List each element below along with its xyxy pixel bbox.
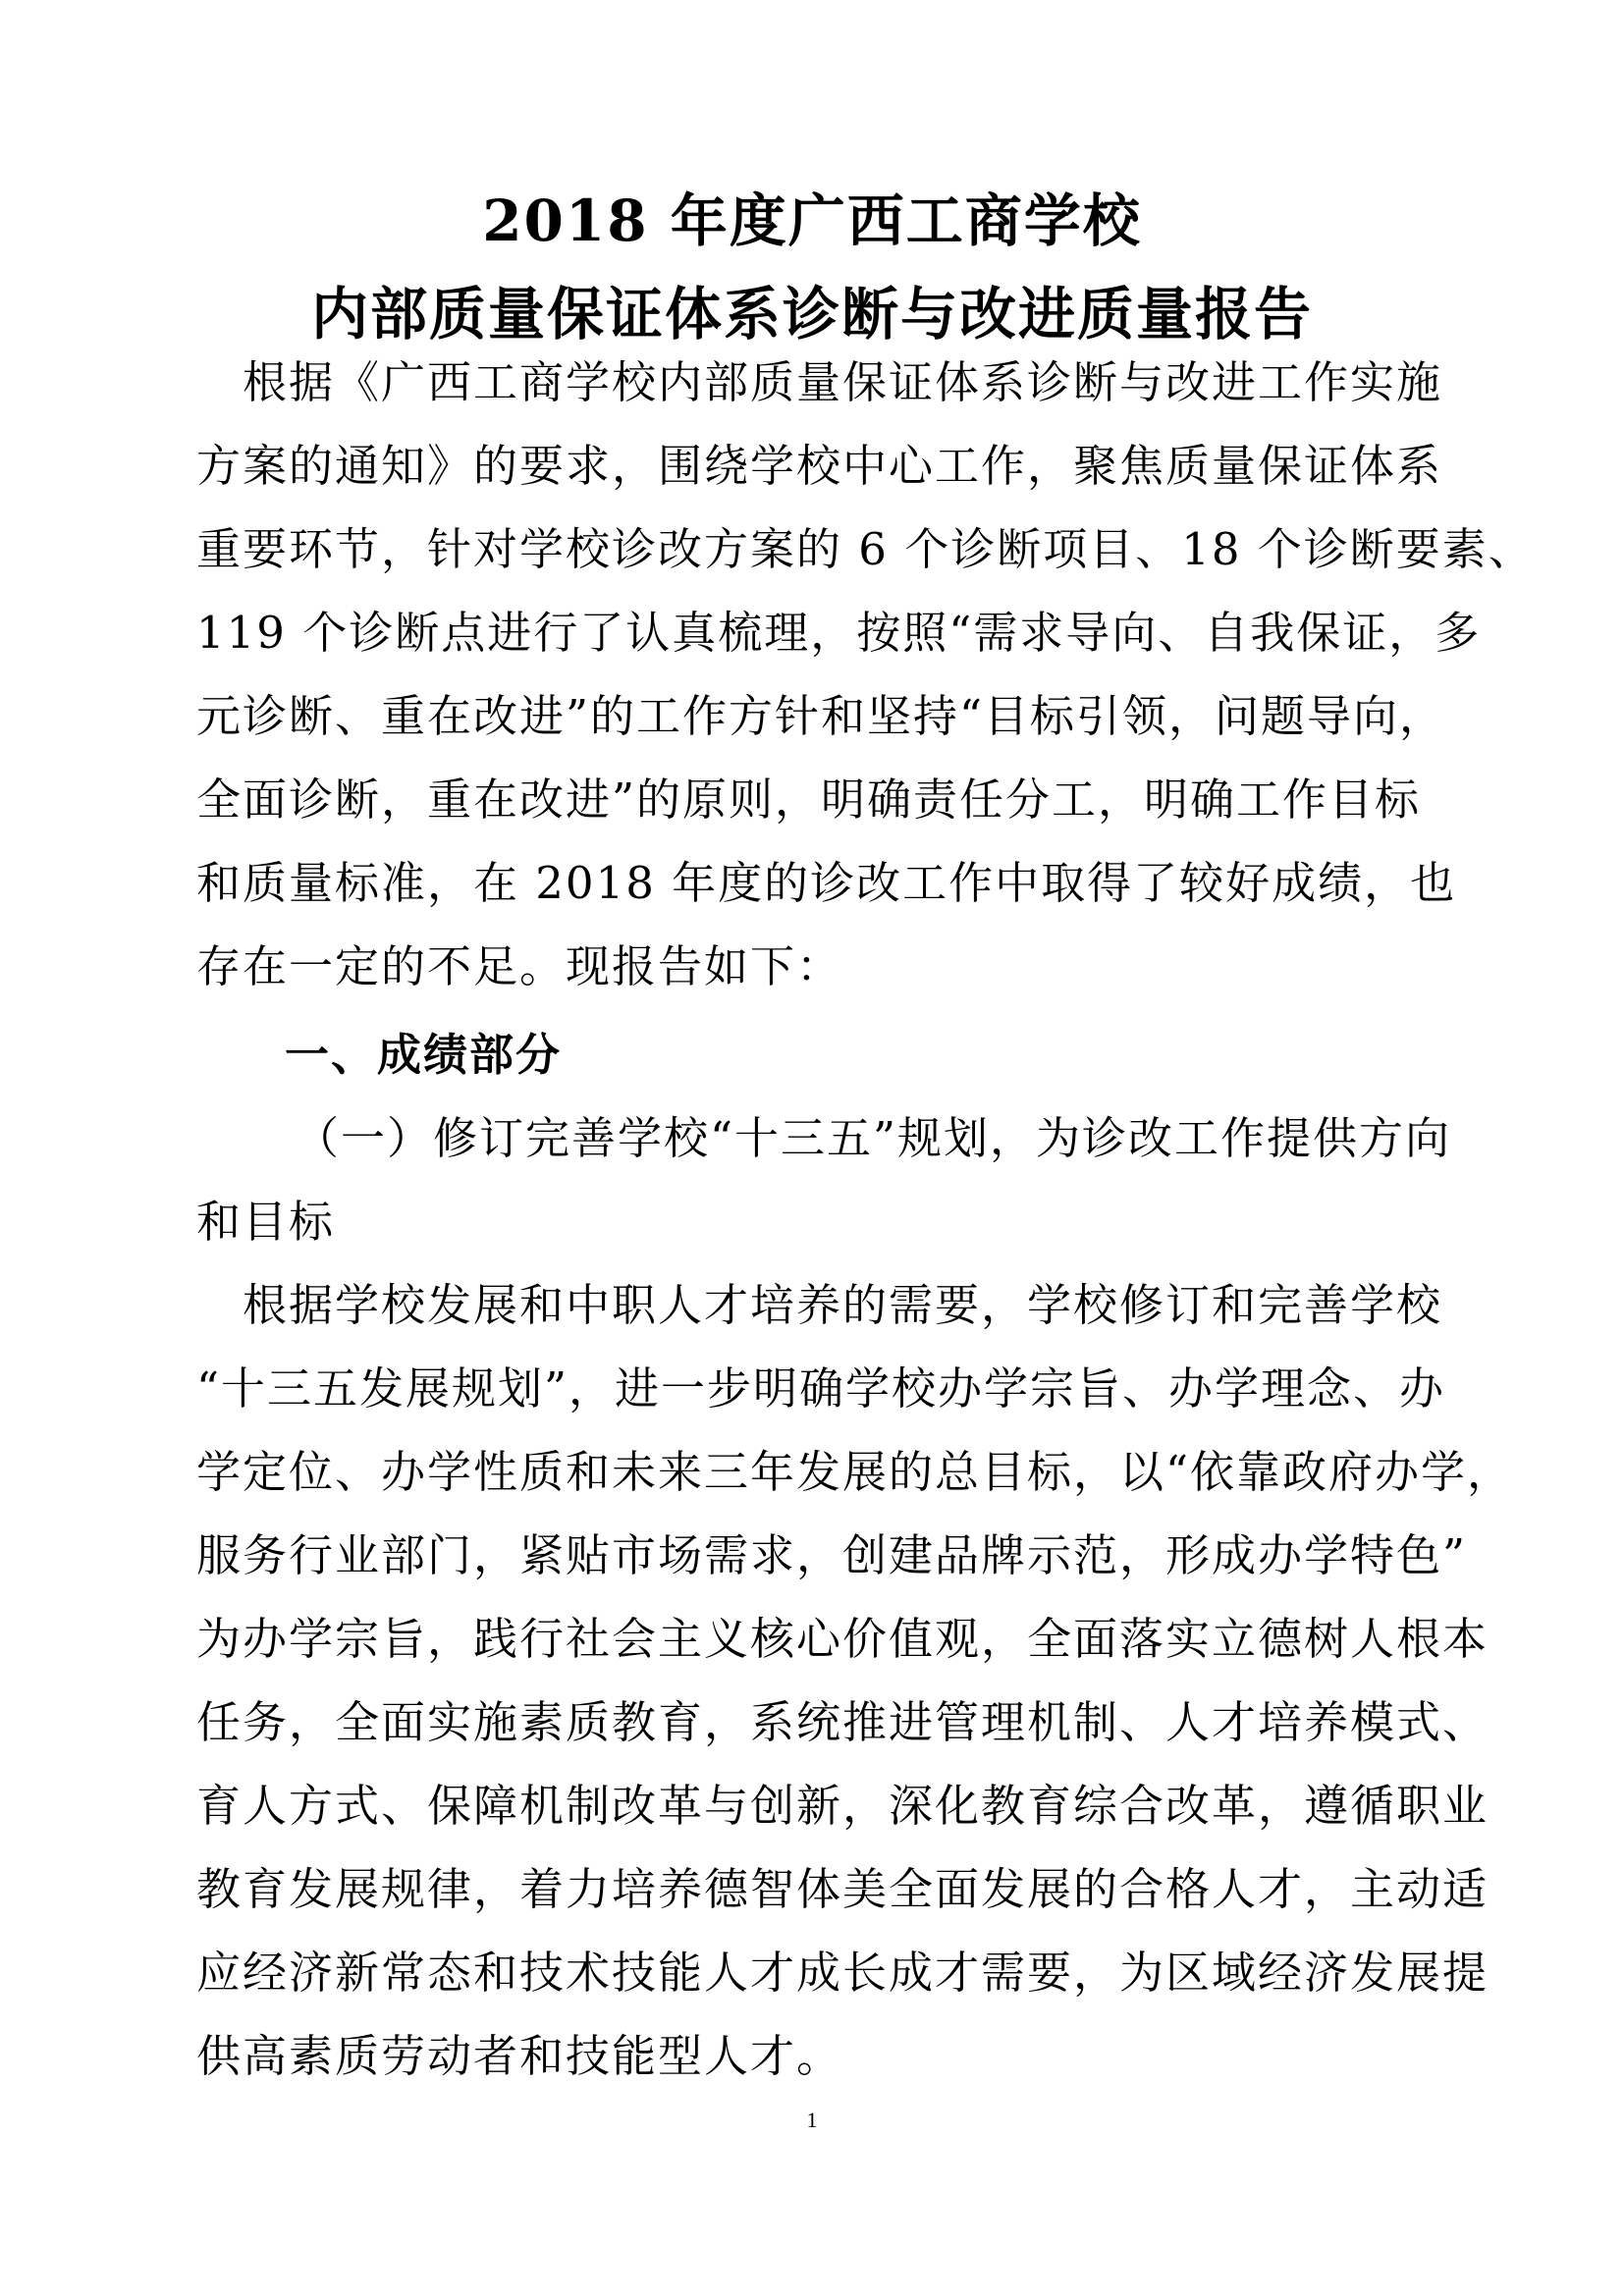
paragraph-2-line: 供高素质劳动者和技能型人才。 bbox=[196, 2030, 843, 2082]
paragraph-1-line: 重要环节，针对学校诊改方案的 6 个诊断项目、18 个诊断要素、 bbox=[196, 523, 1535, 575]
paragraph-2-line: 育人方式、保障机制改革与创新，深化教育综合改革，遵循职业 bbox=[196, 1780, 1489, 1832]
paragraph-2-line: 任务，全面实施素质教育，系统推进管理机制、人才培养模式、 bbox=[196, 1696, 1489, 1748]
paragraph-1-line: 存在一定的不足。现报告如下： bbox=[196, 940, 843, 992]
paragraph-2-line: 教育发展规律，着力培养德智体美全面发展的合格人才，主动适 bbox=[196, 1863, 1489, 1915]
paragraph-2-line: 为办学宗旨，践行社会主义核心价值观，全面落实立德树人根本 bbox=[196, 1613, 1489, 1665]
paragraph-2-line: “十三五发展规划”，进一步明确学校办学宗旨、办学理念、办 bbox=[196, 1362, 1446, 1415]
subsection-heading: 和目标 bbox=[196, 1196, 336, 1248]
document-title-line-2: 内部质量保证体系诊断与改进质量报告 bbox=[310, 281, 1313, 347]
page-number: 1 bbox=[806, 2108, 818, 2132]
paragraph-2-line: 应经济新常态和技术技能人才成长成才需要，为区域经济发展提 bbox=[196, 1947, 1489, 1999]
paragraph-2-line: 服务行业部门，紧贴市场需求，创建品牌示范，形成办学特色” bbox=[196, 1529, 1468, 1581]
paragraph-2-line: 根据学校发展和中职人才培养的需要，学校修订和完善学校 bbox=[196, 1279, 1443, 1331]
paragraph-1-line: 全面诊断，重在改进”的原则，明确责任分工，明确工作目标 bbox=[196, 774, 1422, 826]
document-title-line-1: 2018 年度广西工商学校 bbox=[482, 187, 1142, 254]
paragraph-1-line: 和质量标准，在 2018 年度的诊改工作中取得了较好成绩，也 bbox=[196, 857, 1457, 909]
subsection-heading: （一）修订完善学校“十三五”规划，为诊改工作提供方向 bbox=[295, 1112, 1452, 1164]
paragraph-1-line: 根据《广西工商学校内部质量保证体系诊断与改进工作实施 bbox=[196, 356, 1443, 408]
paragraph-1-line: 119 个诊断点进行了认真梳理，按照“需求导向、自我保证，多 bbox=[196, 607, 1482, 659]
paragraph-1-line: 方案的通知》的要求，围绕学校中心工作，聚焦质量保证体系 bbox=[196, 440, 1443, 492]
paragraph-2-line: 学定位、办学性质和未来三年发展的总目标，以“依靠政府办学， bbox=[196, 1446, 1514, 1498]
paragraph-1-line: 元诊断、重在改进”的工作方针和坚持“目标引领，问题导向， bbox=[196, 690, 1446, 742]
section-heading: 一、成绩部分 bbox=[285, 1029, 563, 1081]
